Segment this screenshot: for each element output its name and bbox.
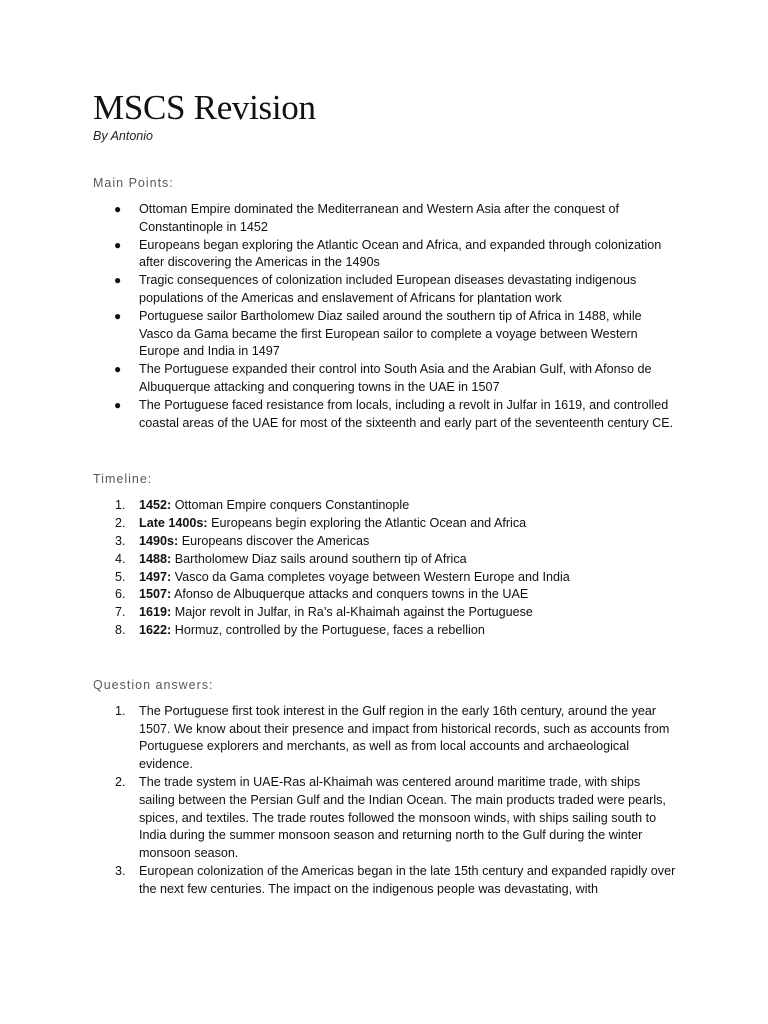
answer-text: The Portuguese first took interest in the Gulf region in the early 16th century, around the year 1507. We know about their presence and impact from historical records, such as accounts from Portuguese explorers and merchants, as well as from local accounts and archaeological evidence. xyxy=(139,703,670,772)
timeline-date: 1490s: xyxy=(139,533,179,548)
timeline-item xyxy=(93,586,676,604)
timeline-date: 1497: xyxy=(139,569,172,584)
answer-item xyxy=(93,863,676,899)
main-points-heading: Main Points: xyxy=(93,176,174,190)
list-item: ● The Portuguese expanded their control into South Asia and the Arabian Gulf, with Afonso de Albuquerque attacking and conquering towns in the UAE in 1507 xyxy=(114,362,652,394)
timeline-date: 1619: xyxy=(139,605,172,620)
item-number: 5. xyxy=(115,569,126,584)
item-number: 3. xyxy=(115,863,126,878)
timeline-date: 1507: xyxy=(139,587,172,602)
answer-item xyxy=(93,774,676,863)
timeline-event: Major revolt in Julfar, in Ra’s al-Khaimah against the Portuguese xyxy=(171,605,533,620)
timeline-item xyxy=(93,533,676,551)
answer-item xyxy=(93,703,676,774)
timeline-item xyxy=(93,622,676,640)
bullet-icon: ● xyxy=(114,362,122,377)
timeline-event: Vasco da Gama completes voyage between Western Europe and India xyxy=(171,569,570,584)
document-title: MSCS Revision xyxy=(93,88,316,127)
question-answers-list xyxy=(93,703,676,899)
timeline-item xyxy=(93,551,676,569)
timeline-event: Europeans discover the Americas xyxy=(178,533,370,548)
timeline-event: Hormuz, controlled by the Portuguese, faces a rebellion xyxy=(171,622,485,637)
bullet-icon: ● xyxy=(114,397,122,412)
timeline-list xyxy=(93,497,676,639)
timeline-heading: Timeline: xyxy=(93,472,153,487)
main-points-list xyxy=(93,201,676,432)
answer-text: European colonization of the Americas began in the late 15th century and expanded rapidly over the next few centuries. The impact on the indigenous people was devastating, with xyxy=(139,863,676,896)
list-item: ● Ottoman Empire dominated the Mediterranean and Western Asia after the conquest of Constantinople in 1452 xyxy=(114,202,620,234)
question-answers-heading: Question answers: xyxy=(93,677,214,692)
bullet-icon: ● xyxy=(114,308,122,323)
timeline-item xyxy=(93,497,676,515)
timeline-event: Bartholomew Diaz sails around southern tip of Africa xyxy=(171,551,467,566)
timeline-date: 1452: xyxy=(139,498,172,513)
item-number: 2. xyxy=(115,516,126,531)
document-author: By Antonio xyxy=(93,129,153,143)
bullet-icon: ● xyxy=(114,273,122,288)
timeline-date: 1488: xyxy=(139,551,172,566)
list-item: ● Portuguese sailor Bartholomew Diaz sailed around the southern tip of Africa in 1488, while Vasco da Gama became the first European sailor to complete a voyage between Western Europe and India in 1497 xyxy=(114,308,642,359)
item-number: 4. xyxy=(115,551,126,566)
item-number: 1. xyxy=(115,703,126,718)
timeline-event: Afonso de Albuquerque attacks and conquers towns in the UAE xyxy=(171,587,529,602)
item-number: 3. xyxy=(115,533,126,548)
timeline-event: Ottoman Empire conquers Constantinople xyxy=(171,498,410,513)
list-item: ● Tragic consequences of colonization included European diseases devastating indigenous populations of the Americas and enslavement of Africans for plantation work xyxy=(114,273,637,305)
bullet-icon: ● xyxy=(114,237,122,252)
timeline-item xyxy=(93,604,676,622)
timeline-date: 1622: xyxy=(139,622,172,637)
item-number: 1. xyxy=(115,498,126,513)
timeline-item xyxy=(93,569,676,587)
list-item: ● Europeans began exploring the Atlantic Ocean and Africa, and expanded through colonization after discovering the Americas in the 1490s xyxy=(114,237,662,270)
list-item: ● The Portuguese faced resistance from locals, including a revolt in Julfar in 1619, and controlled coastal areas of the UAE for most of the sixteenth and early part of the seventeenth century CE. xyxy=(114,397,674,430)
item-number: 2. xyxy=(115,774,126,789)
item-number: 8. xyxy=(115,622,126,637)
timeline-date: Late 1400s: xyxy=(139,516,208,531)
bullet-icon: ● xyxy=(114,202,122,216)
answer-text: The trade system in UAE-Ras al-Khaimah was centered around maritime trade, with ships sailing between the Persian Gulf and the Indian Ocean. The main products traded were pearls, spices, and textiles. The trade routes followed the monsoon winds, with ships sailing south to India during the summer monsoon season and returning north to the Gulf during the winter monsoon season. xyxy=(139,774,666,861)
timeline-event: Europeans begin exploring the Atlantic Ocean and Africa xyxy=(207,516,527,531)
item-number: 6. xyxy=(115,587,126,602)
timeline-item xyxy=(93,515,676,533)
item-number: 7. xyxy=(115,605,126,620)
